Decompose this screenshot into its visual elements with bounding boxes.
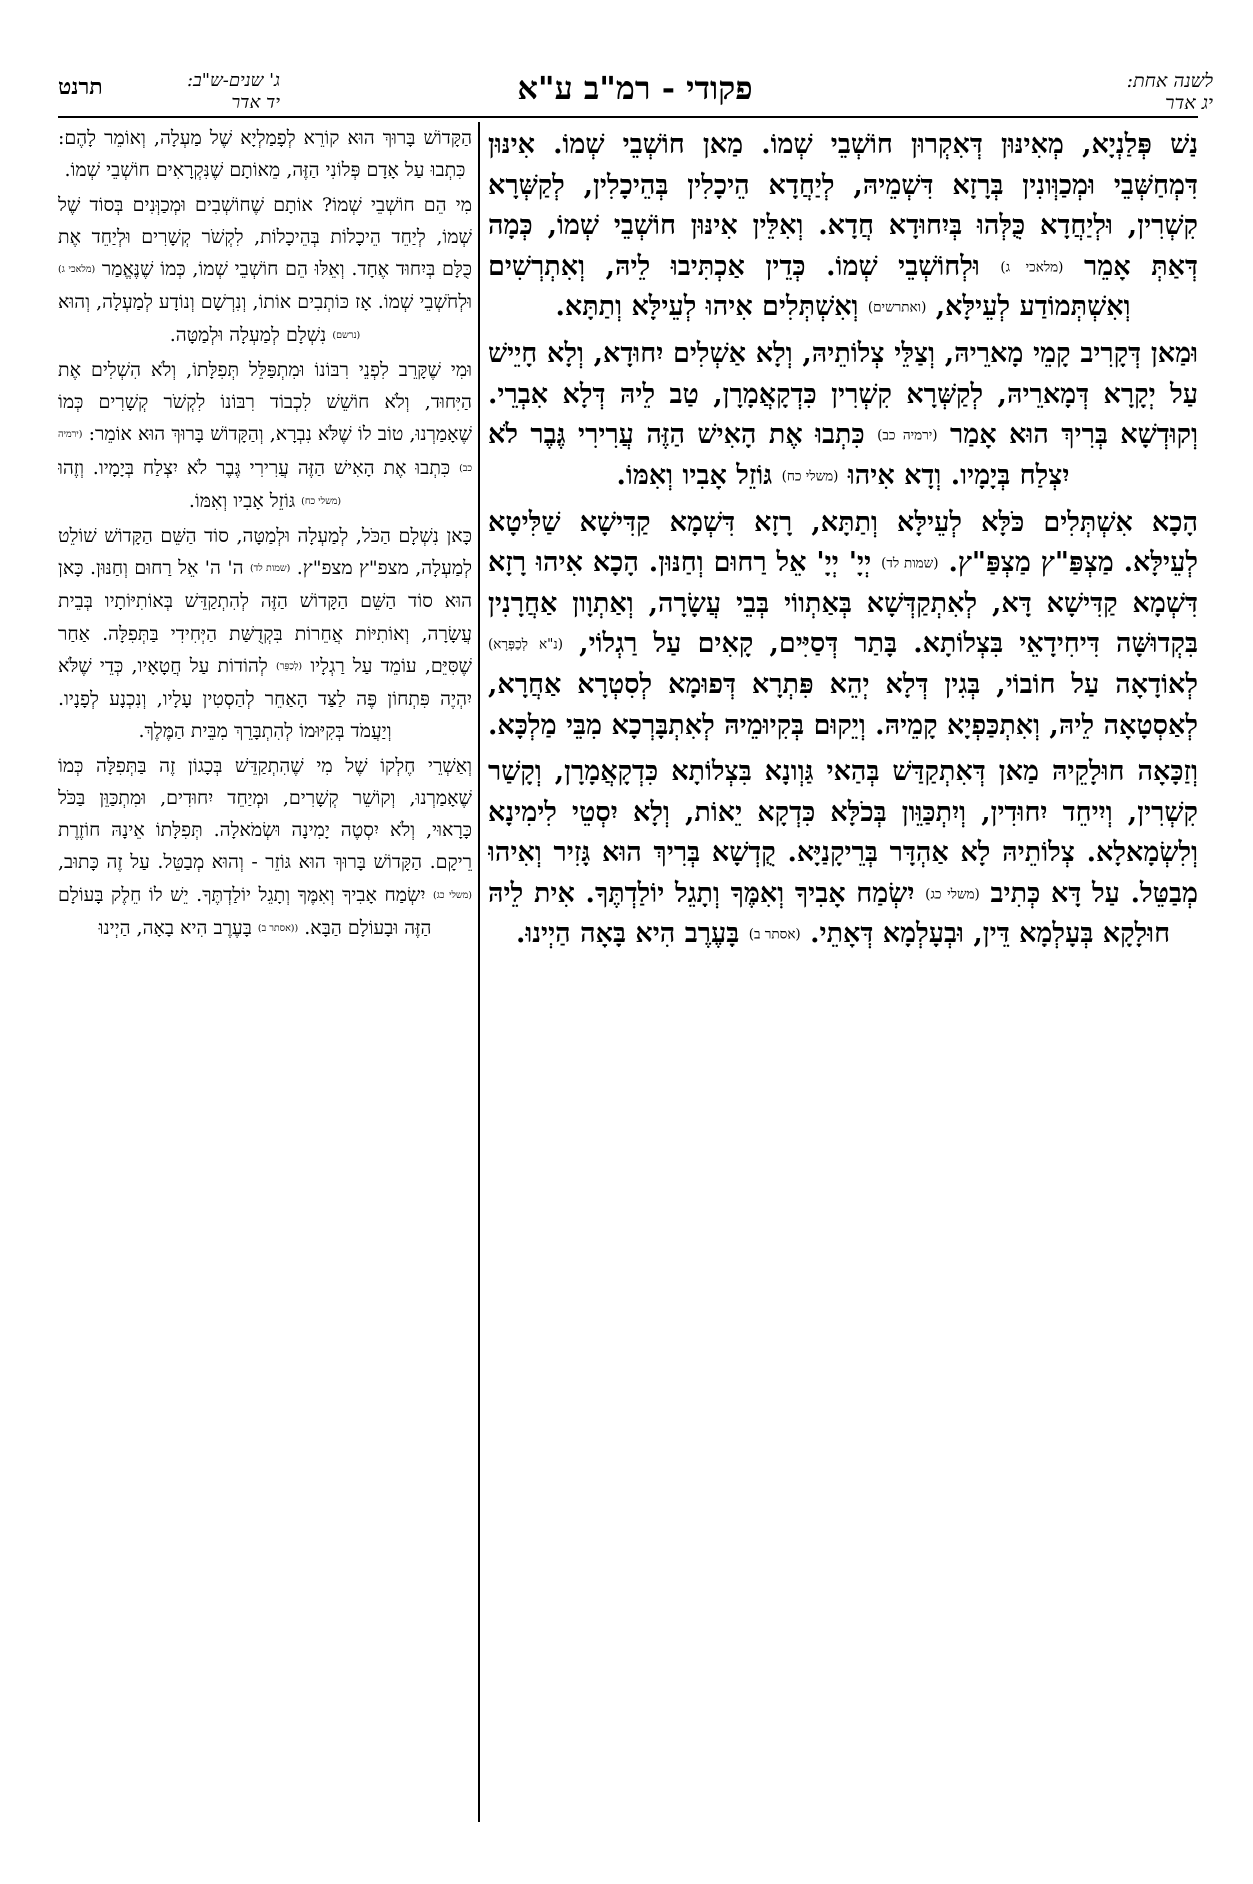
main-paragraph-2: [488, 334, 1198, 497]
main-p4-source-ref-1: (משלי כג): [925, 885, 980, 902]
header-left-date: יד אדר: [231, 92, 280, 113]
side-p2-text-c: נִשְׁלָם לְמַעְלָה וּלְמַטָּה.: [169, 323, 327, 346]
side-p2-variant-note: (נרשם): [332, 329, 361, 341]
side-p4-text-c: לְהוֹדוֹת עַל חֲטָאָיו, כְּדֵי שֶׁלֹּא יִהְיֶה פִּתְחוֹן פֶּה לַצַּד הָאַחֵר לְהַסְטִין עָלָיו, וְנִכְנָע לְפָנָיו. וְיַעֲמֹד בְּקִיּוּמוֹ לְהִתְבָּרֵךְ מִבֵּית הַמֶּלֶךְ.: [58, 654, 472, 743]
side-paragraph-1: [58, 122, 472, 187]
main-text-column: [488, 125, 1198, 1825]
main-p2-text-a: וּמַאן דְּקָרִיב קָמֵי מָארֵיהּ, וְצַלֵּי צְלוֹתֵיהּ, וְלָא אַשְׁלִים יִחוּדָא, וְלָא חָיֵישׁ עַל יְקָרָא דְּמָארֵיהּ, לְקַשְּׁרָא קִשְׁרִין כִּדְקָאֲמָרָן, טַב לֵיהּ דְּלָא אִבְרֵי. וְקוּדְשָׁא בְּרִיךְ הוּא אָמַר: [488, 338, 1198, 450]
main-p3-source-ref-1: (שמות לד): [881, 555, 939, 572]
side-p5-text-a: וְאַשְׁרֵי חֶלְקוֹ שֶׁל מִי שֶׁהִתְקַדֵּשׁ בְּכָגוֹן זֶה בַּתְּפִלָּה כְּמוֹ שֶׁאָמַרְנוּ, וְקוֹשֵׁר קְשָׁרִים, וּמְיַחֵד יִחוּדִים, וּמִתְכַּוֵּן בַּכֹּל כָּרָאוּי, וְלֹא יִסְטֶה יָמִינָה וּשְׂמֹאלָה. תְּפִלָּתוֹ אֵינָהּ חוֹזֶרֶת רֵיקָם. הַקָּדוֹשׁ בָּרוּךְ הוּא גּוֹזֵר - וְהוּא מְבַטֵּל. עַל זֶה כָּתוּב,: [58, 754, 472, 874]
side-p2-text-a: מִי הֵם חוֹשְׁבֵי שְׁמוֹ? אוֹתָם שֶׁחוֹשְׁבִים וּמְכַוְּנִים בְּסוֹד שֶׁל שְׁמוֹ, לְיַחֵד הֵיכָלוֹת בְּהֵיכָלוֹת, לִקְשֹׁר קְשָׁרִים וּלְיַחֵד אֶת כֻּלָּם בְּיִחוּד אֶחָד. וְאֵלּוּ הֵם חוֹשְׁבֵי שְׁמוֹ, כְּמוֹ שֶׁנֶּאֱמַר: [58, 193, 472, 281]
main-p2-source-ref-2: (משלי כח): [781, 468, 839, 484]
main-p1-text-a: נַשׁ פְּלַנְיָא, מְאִינּוּן דְּאִקְרוּן חוֹשְׁבֵי שְׁמוֹ. מַאן חוֹשְׁבֵי שְׁמוֹ. אִינּוּן דִּמְחַשְּׁבֵי וּמְכַוְּונִין בְּרָזָא דִּשְׁמֵיהּ, לְיַחֲדָא הֵיכָלִין בְּהֵיכָלִין, לְקַשְּׁרָא קִשְׁרִין, וּלְיַחֲדָא כֻּלְּהוּ בְּיִחוּדָא חֲדָא. וְאִלֵּין אִינּוּן חוֹשְׁבֵי שְׁמוֹ, כְּמָה דְּאַתְּ אָמֵר: [488, 129, 1198, 282]
column-divider: [478, 122, 480, 1822]
main-p4-text-b: יִשְׂמַח אָבִיךָ וְאִמֶּךָ וְתָגֵל יוֹלַדְתֶּךָ. אִית לֵיהּ חוּלָקָא בְּעָלְמָא דֵּין, וּבְעָלְמָא דְּאָתֵי.: [488, 877, 1171, 950]
header-divider: [58, 116, 1198, 118]
header-right-date: יג אדר: [1165, 92, 1213, 114]
side-paragraph-2: [58, 189, 472, 352]
main-p1-text-c: וְאִשְׁתְּלִים אִיהוּ לְעֵילָּא וְתַתָּא.: [555, 291, 859, 323]
side-p4-variant-note: (לְכַפֵּר): [275, 660, 303, 672]
main-paragraph-1: [488, 125, 1198, 328]
header-left-line1: ג' שנים-ש"ב:: [186, 70, 280, 91]
main-p1-source-ref-1: (מלאכי ג): [1000, 258, 1064, 275]
main-p3-text-b: יְיָ' יְיָ' אֵל רַחוּם וְחַנּוּן. הָכָא אִיהוּ רָזָא דִּשְׁמָא קַדִּישָׁא דָּא, לְאִתְקַדְּשָׁא בְּאַתְווֹי בְּבֵי עֲשָׂרָה, וְאַתְוָון אַחֲרָנִין בִּקְדוּשָּׁה דִּיחִידָאֵי בִּצְלוֹתָא. בָּתַר דְּסַיִּים, קָאִים עַל רַגְלוֹי,: [488, 547, 1198, 660]
side-p3-source-ref-1: (ירמיה כב): [58, 429, 472, 474]
page-number: תרנט: [58, 74, 103, 100]
page-title: פקודי - רמ"ב ע"א: [517, 69, 753, 107]
main-p3-variant-note: (נ"א לְכַפְּרָא): [488, 636, 564, 653]
header-study-schedule-one-year: [1023, 70, 1213, 114]
header-study-schedule-three-years: [130, 70, 280, 114]
side-p4-text-a: כָּאן נִשְׁלָם הַכֹּל, לְמַעְלָה וּלְמַטָּה, סוֹד הַשֵּׁם הַקָּדוֹשׁ שׁוֹלֵט לְמַעְלָה, מצפ"ץ מצפ"ץ.: [58, 524, 472, 580]
side-p2-source-ref-1: (מלאכי ג): [58, 264, 96, 276]
main-paragraph-4: [488, 752, 1198, 955]
main-p1-text-b: וּלְחוֹשְׁבֵי שְׁמוֹ. כְּדֵין אַכְתִּיבוּ לֵיהּ, וְאִתְרְשִׁים וְאִשְׁתְּמוֹדַע לְעֵילָּא,: [488, 250, 1131, 323]
main-p2-source-ref-1: (ירמיה כב): [877, 427, 938, 444]
side-p3-text-a: וּמִי שֶׁקָּרֵב לִפְנֵי רִבּוֹנוֹ וּמִתְפַּלֵּל תְּפִלָּתוֹ, וְלֹא הִשְׁלִים אֶת הַיִּחוּד, וְלֹא חוֹשֵׁשׁ לִכְבוֹד רִבּוֹנוֹ לִקְשֹׁר קְשָׁרִים כְּמוֹ שֶׁאָמַרְנוּ, טוֹב לוֹ שֶׁלֹּא נִבְרָא, וְהַקָּדוֹשׁ בָּרוּךְ הוּא אוֹמֵר:: [58, 358, 472, 446]
side-p2-text-b: וּלְחֹשְׁבֵי שְׁמוֹ. אָז כּוֹתְבִים אוֹתוֹ, וְנִרְשָׁם וְנוֹדָע לְמַעְלָה, וְהוּא: [58, 291, 472, 314]
main-p4-source-ref-2: (אסתר ב): [748, 926, 801, 943]
main-p2-text-c: גּוֹזֵל אָבִיו וְאִמּוֹ.: [616, 459, 773, 491]
main-p3-text-a: הָכָא אִשְׁתְּלִים כֹּלָּא לְעֵילָּא וְתַתָּא, רָזָא דִּשְׁמָא קַדִּישָׁא שַׁלִּיטָא לְעֵילָּא. מַצְפַּ"ץ מַצְפַּ"ץ.: [488, 506, 1198, 578]
side-paragraph-4: [58, 520, 472, 748]
side-p3-text-c: גּוֹזֵל אָבִיו וְאִמּוֹ.: [188, 489, 296, 512]
translation-column: [58, 122, 472, 1822]
main-paragraph-3: [488, 503, 1198, 747]
side-p4-source-ref-1: (שמות לד): [249, 562, 291, 574]
side-paragraph-5: [58, 750, 472, 945]
main-p1-variant-note: (ואתרשים): [867, 299, 927, 316]
header-right-line1: לשנה אחת:: [1126, 70, 1213, 92]
main-p3-text-c: לְאוֹדָאָה עַל חוֹבוֹי, בְּגִין דְּלָא יְהֵא פִּתְרָא דְּפוּמָא לְסִטְרָא אַחֲרָא, לְאַסְטָאָה לֵיהּ, וְאִתְכַּפְיָא קָמֵיהּ. וְיֵקוּם בְּקִיוּמֵיהּ לְאִתְבָּרְכָא מִבֵּי מַלְכָּא.: [488, 669, 1198, 741]
side-p5-text-b: יִשְׂמַח אָבִיךָ וְאִמֶּךָ וְתָגֵל יוֹלַדְתֶּךָ. יֵשׁ לוֹ חֵלֶק בָּעוֹלָם הַזֶּה וּבָעוֹלָם הַבָּא.: [58, 883, 432, 939]
main-p2-text-b: כִּתְבוּ אֶת הָאִישׁ הַזֶּה עֲרִירִי גֶּבֶר לֹא יִצְלַח בְּיָמָיו. וְדָא אִיהוּ: [488, 419, 1070, 491]
side-paragraph-3: [58, 354, 472, 518]
side-p3-source-ref-2: (משלי כח): [301, 495, 342, 507]
main-p4-text-a: וְזַכָּאָה חוּלָקֵיהּ מַאן דְּאִתְקַדַּשׁ בְּהַאי גַּוְונָא בִּצְלוֹתָא כִּדְקָאֲמָרָן, וְקָשַׁר קִשְׁרִין, וְיִיחֵד יִחוּדִין, וְיִתְכַּוֵּון בְּכֹלָּא כִּדְקָא יֵאוֹת, וְלָא יִסְטֵי לִימִינָא וְלִשְׂמָאלָא. צְלוֹתֵיהּ לָא אַהְדָּר בְּרֵיקָנַיָּא. קֻדְשָׁא בְּרִיךְ הוּא גָּזִיר וְאִיהוּ מְבַטֵּל. עַל דָּא כְּתִיב: [488, 756, 1198, 909]
side-p5-text-c: בָּעֶרֶב הִיא בָאָה, הַיְינוּ: [98, 916, 252, 939]
side-p1-text: הַקָּדוֹשׁ בָּרוּךְ הוּא קוֹרֵא לְפָמַלְיָא שֶׁל מַעְלָה, וְאוֹמֵר לָהֶם: כִּתְבוּ עַל אָדָם פְּלוֹנִי הַזֶּה, מֵאוֹתָם שֶׁנִּקְרָאִים חוֹשְׁבֵי שְׁמוֹ.: [58, 127, 472, 182]
main-p4-text-c: בָּעֶרֶב הִיא בָּאָה הַיְינוּ.: [515, 918, 740, 950]
side-p5-source-ref-1: (משלי כג): [432, 889, 472, 901]
side-p4-text-b: ה' ה' אֵל רַחוּם וְחַנּוּן. כָּאן הוּא סוֹד הַשֵּׁם הַקָּדוֹשׁ הַזֶּה לְהִתְקַדֵּשׁ בְּאוֹתִיּוֹתָיו בְּבֵית עֲשָׂרָה, וְאוֹתִיּוֹת אֲחֵרוֹת בִּקְדֻשַּׁת הַיְּחִידִי בַּתְּפִלָּה. אַחַר שֶׁסִּיֵּם, עוֹמֵד עַל רַגְלָיו: [58, 557, 472, 677]
side-p3-text-b: כִּתְבוּ אֶת הָאִישׁ הַזֶּה עֲרִירִי גֶּבֶר לֹא יִצְלַח בְּיָמָיו. וְזֶהוּ: [58, 456, 451, 479]
side-p5-source-ref-2: ((אסתר ב): [257, 922, 299, 934]
